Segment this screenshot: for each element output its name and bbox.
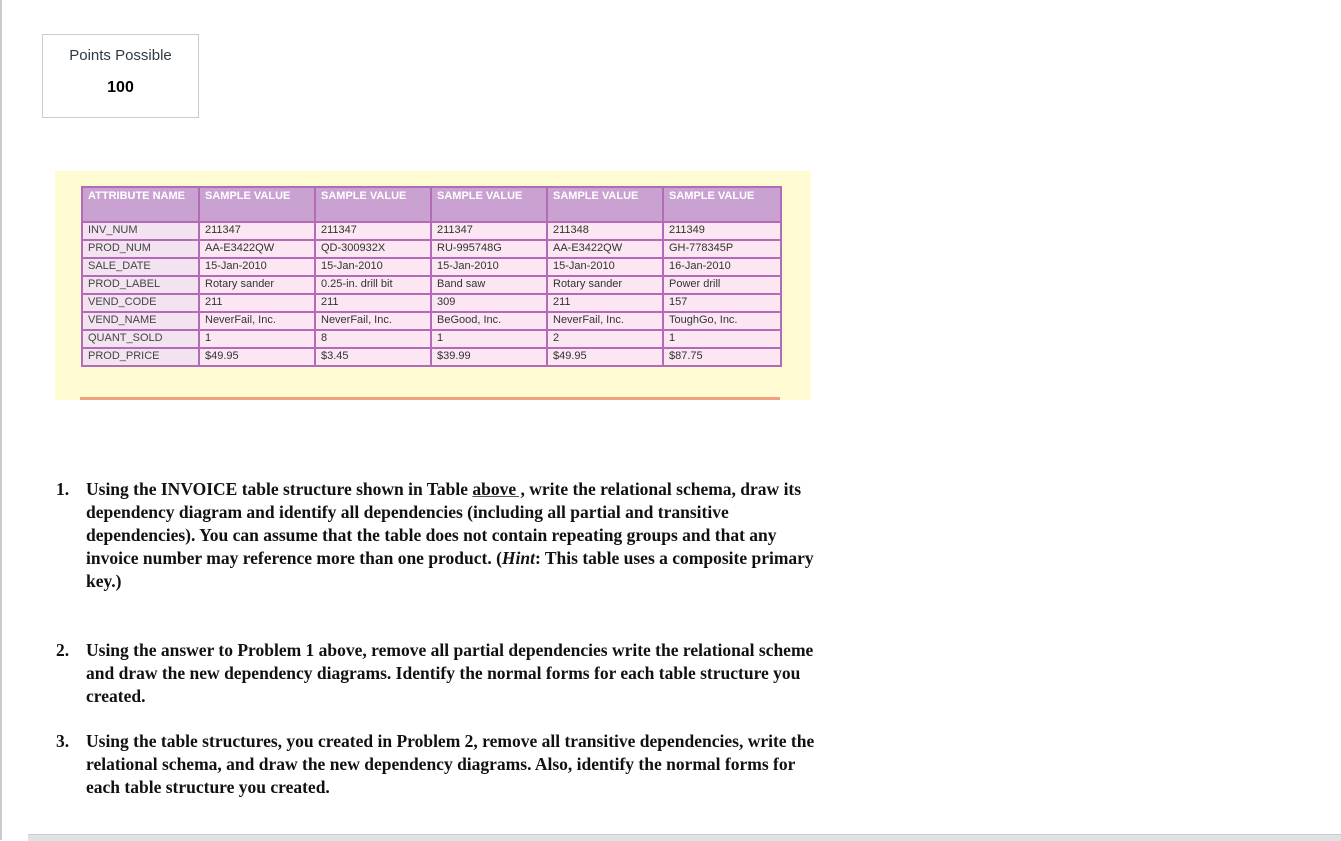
table-cell: $3.45	[315, 348, 431, 366]
question-text: Using the table structures, you created in Problem 2, remove all transitive dependencies, write the relational schema, and draw the new dependency diagrams. Also, identify the normal forms for each table structure you created.	[86, 731, 815, 797]
table-header-row	[82, 187, 781, 222]
question-number: 1.	[56, 479, 70, 499]
table-row	[82, 222, 781, 240]
table-cell: QD-300932X	[315, 240, 431, 258]
table-cell: ToughGo, Inc.	[663, 312, 781, 330]
table-row	[82, 240, 781, 258]
attribute-name-cell: VEND_CODE	[82, 294, 199, 312]
table-cell: 211349	[663, 222, 781, 240]
question-number: 2.	[56, 640, 70, 660]
attribute-name-cell: VEND_NAME	[82, 312, 199, 330]
attribute-name-cell: PROD_LABEL	[82, 276, 199, 294]
table-cell: 15-Jan-2010	[315, 258, 431, 276]
invoice-attribute-table	[81, 186, 782, 367]
table-cell: 0.25-in. drill bit	[315, 276, 431, 294]
question-text: Using the answer to Problem 1 above, remove all partial dependencies write the relational scheme and draw the new dependency diagrams. Identify the normal forms for each table structure you created.	[86, 640, 814, 706]
table-cell: NeverFail, Inc.	[547, 312, 663, 330]
header-sample-value: SAMPLE VALUE	[663, 187, 781, 222]
table-cell: BeGood, Inc.	[431, 312, 547, 330]
attribute-name-cell: QUANT_SOLD	[82, 330, 199, 348]
header-sample-value: SAMPLE VALUE	[199, 187, 315, 222]
table-cell: 1	[663, 330, 781, 348]
table-cell: 2	[547, 330, 663, 348]
table-cell: Power drill	[663, 276, 781, 294]
header-sample-value: SAMPLE VALUE	[547, 187, 663, 222]
header-attribute-name: ATTRIBUTE NAME	[82, 187, 199, 222]
question-text	[86, 478, 816, 593]
table-cell: 15-Jan-2010	[431, 258, 547, 276]
points-possible-value: 100	[107, 79, 134, 96]
table-cell: 211348	[547, 222, 663, 240]
table-row	[82, 312, 781, 330]
invoice-table-image	[55, 171, 811, 400]
question-number: 3.	[56, 731, 70, 751]
table-cell: 211	[199, 294, 315, 312]
table-cell: $39.99	[431, 348, 547, 366]
table-cell: AA-E3422QW	[547, 240, 663, 258]
table-row	[82, 276, 781, 294]
table-cell: 8	[315, 330, 431, 348]
table-row	[82, 330, 781, 348]
table-cell: 16-Jan-2010	[663, 258, 781, 276]
table-cell: 211347	[431, 222, 547, 240]
table-cell: $49.95	[547, 348, 663, 366]
table-cell: 211	[547, 294, 663, 312]
table-row	[82, 294, 781, 312]
content-left-border	[0, 0, 2, 840]
attribute-name-cell: SALE_DATE	[82, 258, 199, 276]
header-sample-value: SAMPLE VALUE	[315, 187, 431, 222]
table-row	[82, 258, 781, 276]
table-reference-link[interactable]: above ,	[472, 479, 525, 499]
table-cell: NeverFail, Inc.	[315, 312, 431, 330]
table-cell: Rotary sander	[547, 276, 663, 294]
attribute-name-cell: INV_NUM	[82, 222, 199, 240]
table-row	[82, 348, 781, 366]
table-cell: 211347	[315, 222, 431, 240]
table-cell: 211347	[199, 222, 315, 240]
table-cell: AA-E3422QW	[199, 240, 315, 258]
table-cell: NeverFail, Inc.	[199, 312, 315, 330]
question-text-part: : This table uses a composite primary key.)	[86, 548, 814, 591]
table-cell: 1	[199, 330, 315, 348]
table-cell: GH-778345P	[663, 240, 781, 258]
table-underline-divider	[80, 397, 780, 400]
table-cell: RU-995748G	[431, 240, 547, 258]
question-text-part: Using the INVOICE table structure shown in Table	[86, 479, 473, 499]
points-possible-box	[42, 34, 199, 118]
points-possible-label: Points Possible	[69, 47, 172, 64]
table-cell: Band saw	[431, 276, 547, 294]
table-cell: Rotary sander	[199, 276, 315, 294]
table-cell: 1	[431, 330, 547, 348]
table-cell: 15-Jan-2010	[547, 258, 663, 276]
table-cell: 15-Jan-2010	[199, 258, 315, 276]
table-cell: 211	[315, 294, 431, 312]
question-text-part: write the relational schema, draw its dependency diagram and identify all dependencies (including all partial and transitive dependencies). You can assume that the table does not contain repeating groups and that any invoice number may reference more than one product. (	[86, 479, 802, 568]
table-cell: $87.75	[663, 348, 781, 366]
table-cell: 309	[431, 294, 547, 312]
table-cell: $49.95	[199, 348, 315, 366]
hint-label: Hint	[501, 548, 535, 568]
header-sample-value: SAMPLE VALUE	[431, 187, 547, 222]
table-cell: 157	[663, 294, 781, 312]
attribute-name-cell: PROD_PRICE	[82, 348, 199, 366]
attribute-name-cell: PROD_NUM	[82, 240, 199, 258]
